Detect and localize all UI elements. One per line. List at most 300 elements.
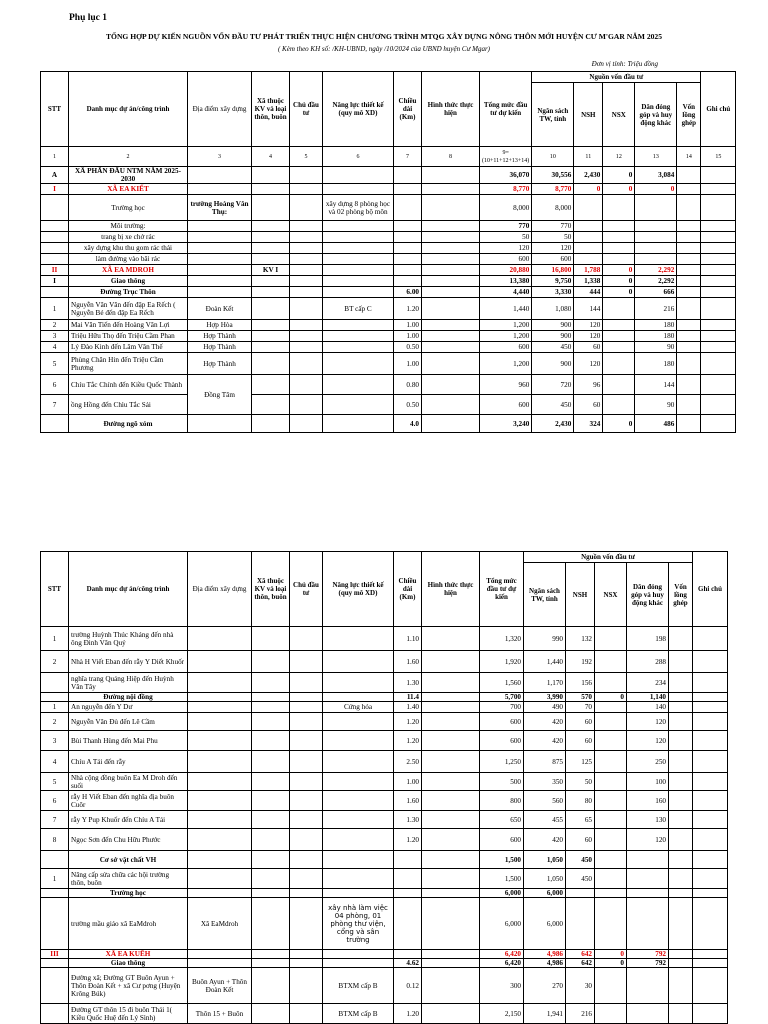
cell-other: [669, 751, 693, 773]
cell-owner: [290, 673, 323, 693]
cell-nsx: [595, 869, 627, 889]
cell-total: 1,500: [480, 869, 524, 889]
cell-owner: [290, 298, 323, 320]
cell-name: Trường học: [69, 889, 188, 898]
cell-central: 720: [532, 375, 574, 395]
cell-other: [677, 320, 701, 331]
cell-commune: [252, 959, 290, 968]
cell-commune: [252, 184, 290, 195]
cell-owner: [290, 254, 323, 265]
cell-other: [677, 342, 701, 353]
cell-note: [693, 702, 728, 713]
cell-commune: [252, 673, 290, 693]
cell-central: 1,440: [524, 651, 566, 673]
col-number: 9=(10+11+12+13+14): [480, 147, 532, 167]
cell-commune: KV I: [252, 265, 290, 276]
cell-nsh: 444: [574, 287, 603, 298]
cell-owner: [290, 287, 323, 298]
cell-nsh: 192: [566, 651, 595, 673]
cell-nsh: 96: [574, 375, 603, 395]
table-row: [41, 959, 728, 968]
cell-people: 120: [627, 829, 669, 851]
cell-form: [422, 811, 480, 829]
cell-capacity: BTXM cấp B: [323, 968, 394, 1004]
cell-location: Hợp Thành: [188, 342, 252, 353]
cell-note: [693, 829, 728, 851]
cell-capacity: [323, 287, 394, 298]
cell-length: 1.40: [394, 702, 422, 713]
cell-nsh: 125: [566, 751, 595, 773]
cell-owner: [290, 950, 323, 959]
cell-stt: [41, 1004, 69, 1024]
cell-note: [701, 232, 736, 243]
cell-name: Ngọc Sơn đến Chu Hữu Phước: [69, 829, 188, 851]
cell-nsx: [595, 811, 627, 829]
table-row: [41, 265, 736, 276]
cell-location: [188, 184, 252, 195]
cell-central: 350: [524, 773, 566, 791]
cell-location: [188, 959, 252, 968]
cell-capacity: [323, 221, 394, 232]
cell-nsh: [574, 254, 603, 265]
cell-owner: [290, 232, 323, 243]
cell-commune: [252, 968, 290, 1004]
cell-location: Hợp Thành: [188, 331, 252, 342]
cell-length: [394, 254, 422, 265]
cell-location: [188, 773, 252, 791]
cell-owner: [290, 898, 323, 950]
hdr-nsx: NSX: [595, 563, 627, 627]
cell-people: 140: [627, 702, 669, 713]
cell-capacity: [323, 773, 394, 791]
cell-nsx: 0: [603, 265, 635, 276]
cell-nsx: [595, 651, 627, 673]
cell-note: [693, 898, 728, 950]
cell-location: [188, 221, 252, 232]
cell-central: 1,941: [524, 1004, 566, 1024]
cell-central: 450: [532, 342, 574, 353]
cell-name: Giao thông: [69, 276, 188, 287]
cell-other: [677, 353, 701, 375]
cell-note: [701, 195, 736, 221]
cell-capacity: [323, 167, 394, 184]
table-row: [41, 184, 736, 195]
table-row: [41, 829, 728, 851]
cell-capacity: [323, 651, 394, 673]
cell-length: [394, 851, 422, 869]
cell-length: 1.00: [394, 773, 422, 791]
cell-stt: [41, 243, 69, 254]
doc-label: Phụ lục 1: [69, 13, 108, 23]
col-number: 4: [252, 147, 290, 167]
cell-stt: A: [41, 167, 69, 184]
cell-commune: [252, 287, 290, 298]
cell-note: [693, 751, 728, 773]
cell-nsx: [603, 353, 635, 375]
col-number: 1: [41, 147, 69, 167]
cell-location: Đoàn Kết: [188, 298, 252, 320]
cell-name: Môi trường:: [69, 221, 188, 232]
cell-total: 5,700: [480, 693, 524, 702]
cell-stt: 5: [41, 773, 69, 791]
cell-location: [188, 167, 252, 184]
cell-nsx: [603, 298, 635, 320]
cell-nsh: [566, 889, 595, 898]
cell-location: [188, 851, 252, 869]
cell-capacity: [323, 276, 394, 287]
cell-central: 6,000: [524, 898, 566, 950]
cell-central: 16,800: [532, 265, 574, 276]
cell-nsh: 1,788: [574, 265, 603, 276]
cell-nsx: [603, 243, 635, 254]
cell-central: 9,750: [532, 276, 574, 287]
cell-location: Thôn 15 + Buôn: [188, 1004, 252, 1024]
cell-total: 20,880: [480, 265, 532, 276]
cell-length: 1.20: [394, 1004, 422, 1024]
cell-note: [701, 331, 736, 342]
cell-nsh: 60: [566, 731, 595, 751]
col-number: 14: [677, 147, 701, 167]
cell-form: [422, 276, 480, 287]
table-row: [41, 276, 736, 287]
cell-central: 8,000: [532, 195, 574, 221]
cell-form: [422, 889, 480, 898]
cell-commune: [252, 702, 290, 713]
cell-form: [422, 331, 480, 342]
table-row: [41, 167, 736, 184]
hdr-central: Ngân sách TW, tỉnh: [532, 83, 574, 147]
col-number: 6: [323, 147, 394, 167]
cell-nsx: [595, 889, 627, 898]
cell-capacity: [323, 829, 394, 851]
cell-location: Đồng Tâm: [188, 375, 252, 415]
cell-central: 990: [524, 627, 566, 651]
cell-location: [188, 627, 252, 651]
cell-form: [422, 232, 480, 243]
cell-nsh: 120: [574, 320, 603, 331]
cell-length: 0.50: [394, 342, 422, 353]
cell-owner: [290, 353, 323, 375]
cell-nsh: 0: [574, 184, 603, 195]
cell-nsh: [574, 243, 603, 254]
cell-length: 1.20: [394, 298, 422, 320]
cell-owner: [290, 1004, 323, 1024]
cell-location: [188, 276, 252, 287]
cell-length: 6.00: [394, 287, 422, 298]
cell-other: [669, 773, 693, 791]
cell-nsh: 65: [566, 811, 595, 829]
cell-capacity: [323, 320, 394, 331]
table-row: [41, 353, 736, 375]
hdr-length: Chiều dài (Km): [394, 552, 422, 627]
cell-stt: [41, 195, 69, 221]
cell-other: [669, 950, 693, 959]
cell-note: [693, 713, 728, 731]
cell-note: [701, 167, 736, 184]
cell-other: [677, 265, 701, 276]
hdr-location: Địa điểm xây dựng: [188, 72, 252, 147]
cell-location: [188, 651, 252, 673]
cell-name: Đường xã; Đường GT Buôn Ayun + Thôn Đoàn Kết + xã Cư pơng (Huyện Krông Búk): [69, 968, 188, 1004]
cell-location: [188, 287, 252, 298]
cell-location: trường Hoàng Văn Thụ:: [188, 195, 252, 221]
cell-stt: [41, 889, 69, 898]
cell-name: XÃ EA KIẾT: [69, 184, 188, 195]
hdr-capacity: Năng lực thiết kế (quy mô XD): [323, 72, 394, 147]
cell-other: [669, 968, 693, 1004]
cell-other: [669, 851, 693, 869]
cell-capacity: xây dựng 8 phòng học và 02 phòng bộ môn: [323, 195, 394, 221]
cell-people: 180: [635, 320, 677, 331]
cell-form: [422, 651, 480, 673]
cell-length: 4.0: [394, 415, 422, 433]
cell-owner: [290, 751, 323, 773]
cell-nsx: [595, 731, 627, 751]
cell-central: 1,050: [524, 851, 566, 869]
cell-stt: II: [41, 265, 69, 276]
cell-people: [635, 243, 677, 254]
cell-note: [693, 811, 728, 829]
cell-location: [188, 243, 252, 254]
cell-stt: [41, 673, 69, 693]
cell-stt: 6: [41, 791, 69, 811]
col-number: 5: [290, 147, 323, 167]
cell-length: 1.30: [394, 673, 422, 693]
cell-location: [188, 673, 252, 693]
cell-length: 2.50: [394, 751, 422, 773]
cell-central: 900: [532, 353, 574, 375]
cell-other: [677, 375, 701, 395]
cell-central: 770: [532, 221, 574, 232]
cell-central: 900: [532, 331, 574, 342]
cell-stt: [41, 898, 69, 950]
cell-name: xây dựng khu thu gom rác thải: [69, 243, 188, 254]
budget-table-2: [40, 551, 728, 1024]
cell-commune: [252, 320, 290, 331]
cell-people: 0: [635, 184, 677, 195]
cell-name: trang bị xe chở rác: [69, 232, 188, 243]
cell-owner: [290, 959, 323, 968]
cell-form: [422, 968, 480, 1004]
cell-central: 1,050: [524, 869, 566, 889]
cell-name: rẫy H Viết Eban đến nghĩa địa buôn Cuôr: [69, 791, 188, 811]
hdr-name: Danh mục dự án/công trình: [69, 72, 188, 147]
cell-commune: [252, 829, 290, 851]
cell-total: 1,250: [480, 751, 524, 773]
cell-nsh: 324: [574, 415, 603, 433]
cell-length: 11.4: [394, 693, 422, 702]
cell-total: 600: [480, 829, 524, 851]
cell-owner: [290, 651, 323, 673]
cell-stt: 2: [41, 713, 69, 731]
cell-nsx: 0: [595, 693, 627, 702]
cell-form: [422, 702, 480, 713]
cell-length: 1.00: [394, 320, 422, 331]
cell-capacity: BT cấp C: [323, 298, 394, 320]
hdr-note: Ghi chú: [693, 552, 728, 627]
cell-total: 600: [480, 254, 532, 265]
cell-owner: [290, 851, 323, 869]
cell-commune: [252, 342, 290, 353]
cell-length: [394, 869, 422, 889]
cell-nsh: [566, 898, 595, 950]
table-row: [41, 889, 728, 898]
doc-title: TỔNG HỢP DỰ KIẾN NGUỒN VỐN ĐẦU TƯ PHÁT TRIỂN THỰC HIỆN CHƯƠNG TRÌNH MTQG XÂY DỰNG NÔNG THÔN MỚI HUYỆN CƯ M'GAR NĂM 2025: [105, 32, 663, 41]
table-row: [41, 395, 736, 415]
cell-commune: [252, 651, 290, 673]
cell-name: An nguyễn đến Y Dư: [69, 702, 188, 713]
cell-form: [422, 773, 480, 791]
cell-capacity: [323, 693, 394, 702]
cell-people: 250: [627, 751, 669, 773]
cell-commune: [252, 751, 290, 773]
hdr-form: Hình thức thực hiện: [422, 552, 480, 627]
cell-other: [669, 627, 693, 651]
table-row: [41, 415, 736, 433]
cell-nsh: 60: [566, 713, 595, 731]
cell-stt: 8: [41, 829, 69, 851]
cell-commune: [252, 167, 290, 184]
table-row: [41, 221, 736, 232]
cell-owner: [290, 829, 323, 851]
cell-note: [693, 851, 728, 869]
cell-nsh: 60: [574, 342, 603, 353]
hdr-stt: STT: [41, 72, 69, 147]
cell-name: Bùi Thanh Hùng đến Mai Phu: [69, 731, 188, 751]
cell-location: [188, 869, 252, 889]
cell-other: [669, 1004, 693, 1024]
cell-nsh: 156: [566, 673, 595, 693]
cell-stt: I: [41, 276, 69, 287]
cell-total: 36,070: [480, 167, 532, 184]
cell-people: 130: [627, 811, 669, 829]
cell-people: 144: [635, 375, 677, 395]
cell-form: [422, 254, 480, 265]
cell-other: [669, 869, 693, 889]
cell-form: [422, 167, 480, 184]
cell-people: 666: [635, 287, 677, 298]
cell-length: [394, 889, 422, 898]
cell-commune: [252, 276, 290, 287]
cell-name: Đường Trục Thôn: [69, 287, 188, 298]
cell-location: Hợp Thành: [188, 353, 252, 375]
cell-nsx: 0: [603, 276, 635, 287]
table-row: [41, 811, 728, 829]
cell-length: [394, 184, 422, 195]
cell-note: [701, 243, 736, 254]
cell-stt: 1: [41, 298, 69, 320]
cell-owner: [290, 811, 323, 829]
cell-form: [422, 751, 480, 773]
cell-total: 1,500: [480, 851, 524, 869]
cell-note: [701, 342, 736, 353]
cell-length: [394, 232, 422, 243]
cell-people: 216: [635, 298, 677, 320]
cell-central: 8,770: [532, 184, 574, 195]
cell-stt: [41, 415, 69, 433]
cell-note: [701, 415, 736, 433]
col-number: 3: [188, 147, 252, 167]
cell-capacity: [323, 791, 394, 811]
table-row: [41, 232, 736, 243]
hdr-capacity: Năng lực thiết kế (quy mô XD): [323, 552, 394, 627]
cell-other: [669, 811, 693, 829]
hdr-owner: Chủ đầu tư: [290, 552, 323, 627]
cell-length: [394, 265, 422, 276]
cell-note: [701, 287, 736, 298]
table-row: [41, 243, 736, 254]
hdr-central: Ngân sách TW, tỉnh: [524, 563, 566, 627]
cell-length: [394, 195, 422, 221]
cell-form: [422, 243, 480, 254]
cell-other: [677, 195, 701, 221]
cell-other: [669, 829, 693, 851]
cell-name: nghĩa trang Quảng Hiệp đến Huỳnh Văn Tây: [69, 673, 188, 693]
cell-nsx: [603, 375, 635, 395]
cell-capacity: [323, 395, 394, 415]
cell-note: [693, 731, 728, 751]
table-row: [41, 702, 728, 713]
cell-people: 90: [635, 395, 677, 415]
cell-capacity: [323, 415, 394, 433]
cell-other: [677, 331, 701, 342]
cell-name: Chíu Tắc Chính đến Kiều Quốc Thành: [69, 375, 188, 395]
cell-nsh: 120: [574, 331, 603, 342]
cell-central: 420: [524, 713, 566, 731]
cell-commune: [252, 331, 290, 342]
cell-stt: [41, 232, 69, 243]
cell-nsx: [603, 195, 635, 221]
cell-people: [635, 195, 677, 221]
hdr-funding-group: Nguồn vốn đầu tư: [532, 72, 701, 83]
cell-nsx: 0: [603, 167, 635, 184]
cell-nsx: [595, 773, 627, 791]
cell-name: XÃ EA MDROH: [69, 265, 188, 276]
cell-stt: 6: [41, 375, 69, 395]
table-row: [41, 731, 728, 751]
cell-other: [677, 298, 701, 320]
cell-people: [635, 221, 677, 232]
cell-total: 120: [480, 243, 532, 254]
cell-commune: [252, 889, 290, 898]
cell-nsx: [603, 254, 635, 265]
cell-stt: 4: [41, 342, 69, 353]
cell-form: [422, 353, 480, 375]
hdr-other: Vốn lồng ghép: [677, 83, 701, 147]
cell-form: [422, 320, 480, 331]
cell-stt: 1: [41, 702, 69, 713]
cell-stt: 3: [41, 331, 69, 342]
cell-note: [701, 320, 736, 331]
cell-total: 600: [480, 395, 532, 415]
hdr-stt: STT: [41, 552, 69, 627]
cell-name: Đường nội đồng: [69, 693, 188, 702]
cell-central: 900: [532, 320, 574, 331]
cell-commune: [252, 791, 290, 811]
cell-total: 1,320: [480, 627, 524, 651]
cell-commune: [252, 243, 290, 254]
cell-note: [693, 869, 728, 889]
cell-other: [677, 254, 701, 265]
cell-name: Nhà cộng đồng buôn Ea M Droh đến suối: [69, 773, 188, 791]
cell-form: [422, 395, 480, 415]
cell-nsh: 2,430: [574, 167, 603, 184]
cell-total: 6,420: [480, 959, 524, 968]
cell-nsx: [595, 829, 627, 851]
cell-capacity: BTXM cấp B: [323, 1004, 394, 1024]
cell-location: [188, 791, 252, 811]
cell-length: 1.60: [394, 791, 422, 811]
